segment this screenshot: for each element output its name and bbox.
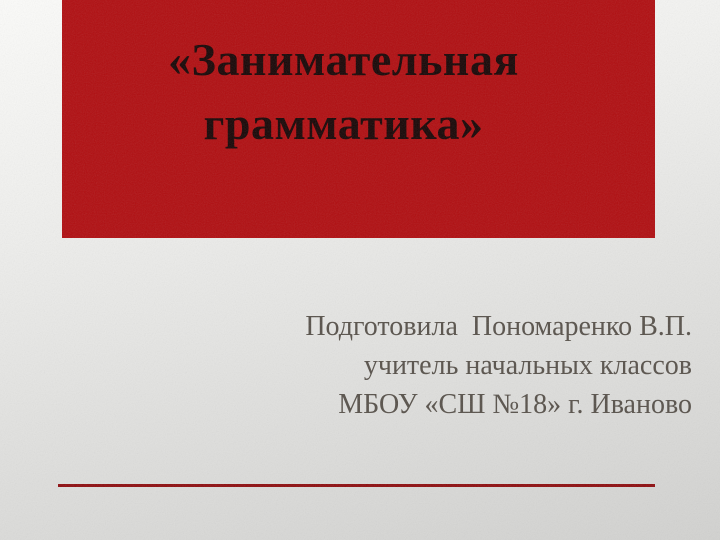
title-line-1: «Занимательная bbox=[168, 34, 519, 85]
subtitle-line-author: Подготовила Пономаренко В.П. bbox=[305, 311, 692, 342]
title-line-2: грамматика» bbox=[203, 98, 484, 149]
title-box bbox=[62, 0, 655, 238]
divider-line bbox=[58, 484, 655, 487]
subtitle-line-role: учитель начальных классов bbox=[363, 350, 692, 381]
subtitle-line-school: МБОУ «СШ №18» г. Иваново bbox=[338, 389, 692, 420]
slide-title bbox=[62, 0, 655, 156]
subtitle-block bbox=[305, 307, 692, 424]
